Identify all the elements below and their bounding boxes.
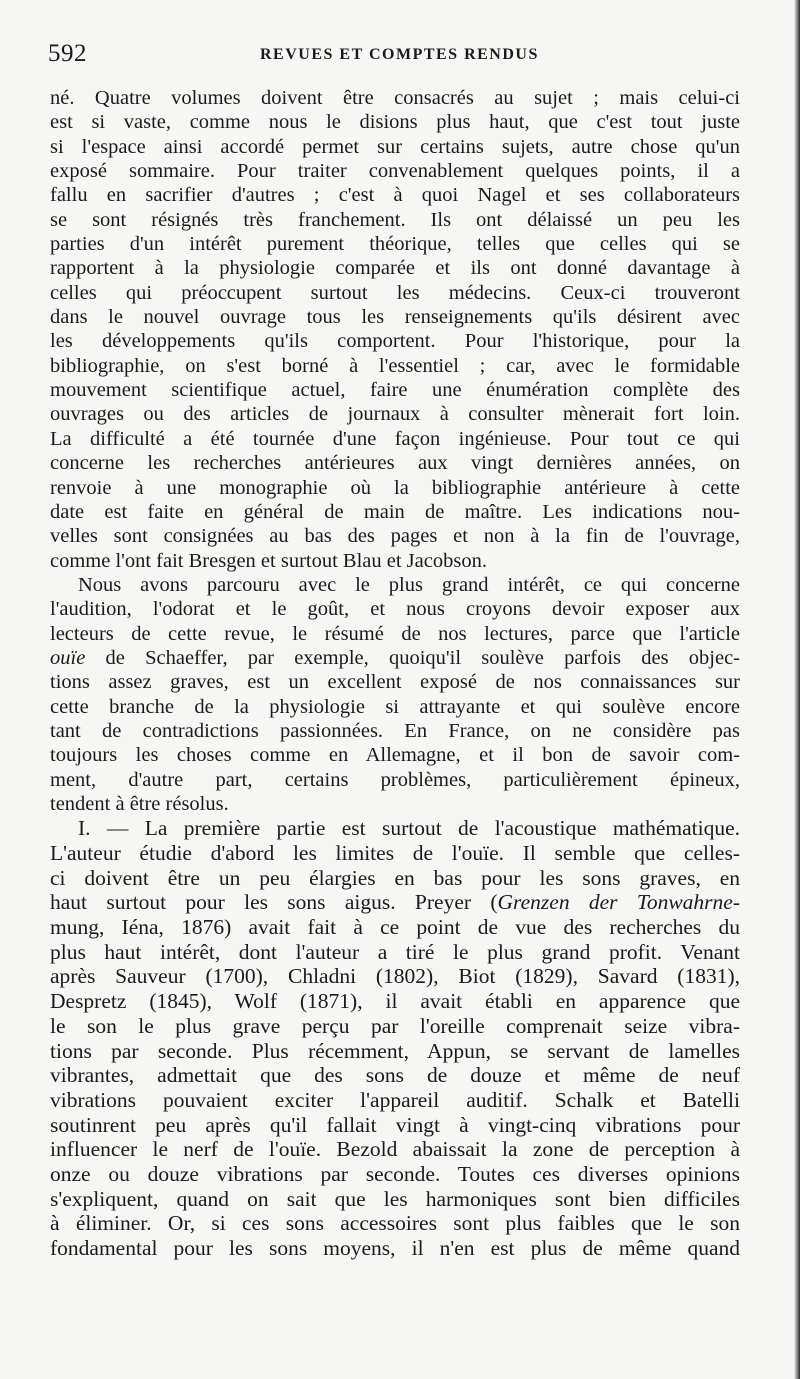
text-line: celles qui préoccupent surtout les médecins. Ceux-ci trouveront [50,281,740,304]
italic-title: Grenzen der Tonwahrne- [497,890,740,915]
text-line: à éliminer. Or, si ces sons accessoires sont plus faibles que le son [50,1211,740,1236]
text-line: vibrantes, admettait que des sons de douze et même de neuf [50,1063,740,1088]
body-text [50,86,740,1261]
text-line: les développements qu'ils comportent. Pour l'historique, pour la [50,330,740,353]
text-line: renvoie à une monographie où la bibliographie antérieure à cette [50,476,740,499]
page-header [48,40,740,80]
text-segment: de Schaeffer, par exemple, quoiqu'il soulève parfois des objec- [105,646,740,669]
text-line: se sont résignés très franchement. Ils ont délaissé un peu les [50,208,740,231]
text-line: tions assez graves, est un excellent exposé de nos connaissances sur [50,671,740,694]
text-line-with-italic [50,646,740,670]
text-line: tions par seconde. Plus récemment, Appun, se servant de lamelles [50,1038,740,1063]
text-line: Despretz (1845), Wolf (1871), il avait établi en apparence que [50,989,740,1014]
text-line: ci doivent être un peu élargies en bas pour les sons graves, en [50,865,740,890]
text-line: fondamental pour les sons moyens, il n'en est plus de même quand [50,1236,740,1260]
text-line: mouvement scientifique actuel, faire une énumération complète des [50,379,740,402]
text-line: I. — La première partie est surtout de l'acoustique mathématique. [78,816,740,841]
text-line: s'expliquent, quand on sait que les harmoniques sont bien difficiles [50,1186,740,1211]
italic-word: ouïe [50,646,86,669]
running-head: REVUES ET COMPTES RENDUS [260,46,539,63]
text-line: vibrations pouvaient exciter l'appareil auditif. Schalk et Batelli [50,1087,740,1112]
text-line: ouvrages ou des articles de journaux à consulter mènerait fort loin. [50,403,740,426]
text-line-with-italic [50,890,740,915]
text-line: ment, d'autre part, certains problèmes, particulièrement épineux, [50,768,740,791]
text-line: cette branche de la physiologie si attrayante et qui soulève encore [50,695,740,718]
text-line: comme l'ont fait Bresgen et surtout Blau et Jacobson. [50,549,487,572]
text-line: lecteurs de cette revue, le résumé de nos lectures, parce que l'article [50,622,740,645]
text-segment: haut surtout pour les sons aigus. Preyer ( [50,890,498,915]
text-line: L'auteur étudie d'abord les limites de l'ouïe. Il semble que celles- [50,841,740,865]
text-line: onze ou douze vibrations par seconde. Toutes ces diverses opinions [50,1161,740,1186]
text-line-with-italic [50,915,740,940]
text-line: après Sauveur (1700), Chladni (1802), Biot (1829), Savard (1831), [50,964,740,989]
lower-block [50,816,740,1260]
text-line: toujours les choses comme en Allemagne, et il bon de savoir com- [50,744,740,767]
text-line: parties d'un intérêt purement théorique, telles que celles qui se [50,233,740,256]
page-number: 592 [48,40,87,67]
text-segment: mung, Iéna, 1876) avait fait à ce point de vue des recherches du [50,915,740,940]
text-line: plus haut intérêt, dont l'auteur a tiré le plus grand profit. Venant [50,939,740,964]
text-line: tendent à être résolus. [50,792,229,815]
page-edge-shadow [794,0,800,1379]
text-line: date est faite en général de main de maître. Les indications nou- [50,500,740,523]
text-line: tant de contradictions passionnées. En France, on ne considère pas [50,719,740,742]
text-line: soutinrent peu après qu'il fallait vingt à vingt-cinq vibrations pour [50,1112,740,1137]
text-line: bibliographie, on s'est borné à l'essentiel ; car, avec le formidable [50,354,740,377]
text-line: exposé sommaire. Pour traiter convenablement quelques points, il a [50,160,740,183]
text-line: rapportent à la physiologie comparée et ils ont donné davantage à [50,257,740,280]
text-line: influencer le nerf de l'ouïe. Bezold abaissait la zone de perception à [50,1137,740,1162]
text-line: est si vaste, comme nous le disions plus haut, que c'est tout juste [50,111,740,134]
text-line: velles sont consignées au bas des pages et non à la fin de l'ouvrage, [50,525,740,548]
text-line: si l'espace ainsi accordé permet sur certains sujets, autre chose qu'un [50,135,740,158]
text-line: né. Quatre volumes doivent être consacrés au sujet ; mais celui-ci [50,87,740,109]
text-line: l'audition, l'odorat et le goût, et nous croyons devoir exposer aux [50,598,740,621]
text-line: le son le plus grave perçu par l'oreille comprenait seize vibra- [50,1013,740,1038]
text-line: fallu en sacrifier d'autres ; c'est à quoi Nagel et ses collaborateurs [50,184,740,207]
text-line: Nous avons parcouru avec le plus grand intérêt, ce qui concerne [78,573,740,596]
text-line: La difficulté a été tournée d'une façon ingénieuse. Pour tout ce qui [50,427,740,450]
text-line: dans le nouvel ouvrage tous les renseignements qu'ils désirent avec [50,306,740,329]
text-line: concerne les recherches antérieures aux vingt dernières années, on [50,452,740,475]
